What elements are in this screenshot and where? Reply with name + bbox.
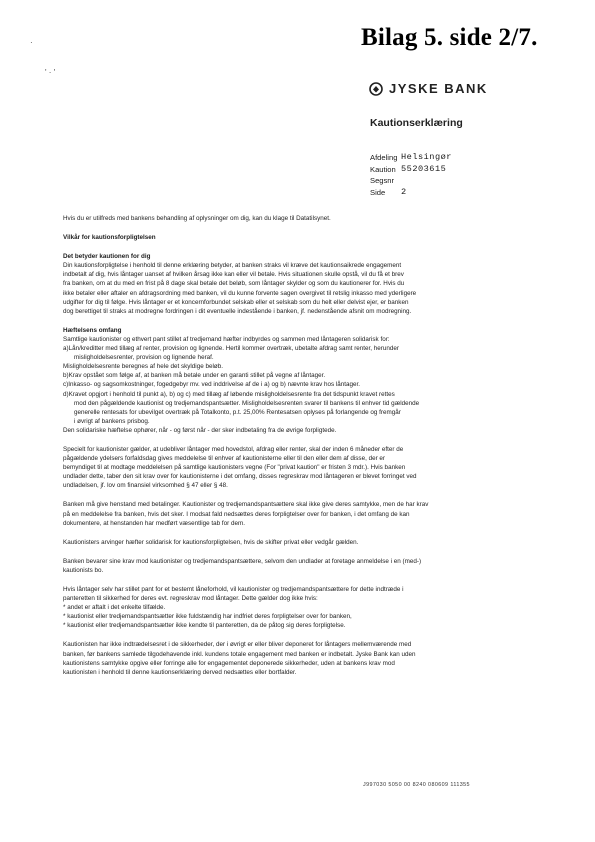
body-line: generelle rentesats for ubevilget overtræk på Totalkonto, p.t. 25,00% Rentesatsen oplyses på forlangende og fremgår — [74, 408, 401, 416]
meta-label: Afdeling — [370, 153, 398, 162]
scan-speck: ' · ' — [45, 68, 56, 77]
section-heading: Vilkår for kautionsforpligtelsen — [63, 234, 156, 242]
body-line: kautionists bo. — [63, 566, 104, 574]
body-line: bemyndiget til at modtage meddelelsen på samtlige kautionisters vegne (For "privat kaution" er fristen 3 mdr.). Hvis banken — [63, 464, 406, 472]
body-line: Misligholdelsesrente beregnes af hele det skyldige beløb. — [63, 363, 223, 371]
body-line: i øvrigt af bankens prisbog. — [74, 417, 150, 425]
body-line: Samtlige kautionister og ethvert pant stillet af tredjemand hæfter indbyrdes og sammen med låntageren solidarisk for: — [63, 335, 390, 343]
document-title: Kautionserklæring — [370, 117, 463, 129]
body-line: * andet er aftalt i det enkelte tilfælde. — [63, 604, 166, 612]
body-line: * kautionist eller tredjemandspantsætter ikke kendte til panteretten, da de påtog sig deres forpligtelse. — [63, 622, 346, 630]
document-meta — [370, 152, 452, 198]
body-line: banken, før bankens samlede tilgodehavende inkl. kundens totale engagement med banken er indbetalt. Jyske Bank kan uden — [63, 650, 416, 658]
meta-value: Helsingør — [401, 152, 452, 162]
jyske-bank-logo-icon — [369, 82, 383, 96]
body-line: Specielt for kautionister gælder, at udebliver låntager med hovedstol, afdrag eller renter, skal der inden 6 måneder efter de — [63, 445, 404, 453]
body-line: d)Kravet opgjort i henhold til punkt a), b) og c) med tillæg af løbende misligholdelsesrente fra det tidspunkt kravet rettes — [63, 390, 395, 398]
body-line: Banken må give henstand med betalinger. Kautionister og tredjemandspantsættere skal ikke give deres samtykke, men de har krav — [63, 501, 429, 509]
scan-speck: · — [30, 38, 33, 47]
body-line: Banken bevarer sine krav mod kautionister og tredjemandspantsættere, selvom den undlader at foretage anmeldelse i en (med-) — [63, 557, 422, 565]
document-body — [63, 214, 508, 677]
meta-label: Side — [370, 187, 386, 197]
body-line: Din kautionsforpligtelse i henhold til denne erklæring betyder, at banken straks vil kræve det kautionsaikrede engagement — [63, 262, 402, 270]
meta-value: 2 — [401, 186, 407, 197]
body-line: på en meddelelse fra banken, hvis det sker. I modsat fald nedsættes deres forpligtelser over for banken, i det omfang de kan — [63, 510, 410, 518]
body-line: mod den pågældende kautionist og tredjemandspantsætter. Misligholdelsesrenten svarer til bankens til enhver tid gældende — [74, 399, 420, 407]
section-heading: Det betyder kautionen for dig — [63, 253, 151, 261]
meta-value: 55203615 — [401, 163, 447, 174]
body-line: Kautionisten har ikke indtrædelsesret i de sikkerheder, der i øvrigt er eller bliver deponeret for låntagers mellemværende med — [63, 641, 412, 649]
body-line: undladelsen, jf. lov om finansiel virksomhed § 47 eller § 48. — [63, 482, 228, 490]
section-heading: Hæftelsens omfang — [63, 326, 122, 334]
meta-label: Kaution — [370, 164, 396, 174]
body-line: undlader dette, taber den sit krav over for kautionisterne i det omfang, disses regreskrav mod låntageren er blevet forringet ved — [63, 473, 417, 481]
body-line: pågældende ydelsers forfaldsdag gives meddelelse til enhver af kautionisterne eller til den eller dem af disse, der er — [63, 455, 386, 463]
body-line: Kautionisters arvinger hæfter solidarisk for kautionsforpligtelsen, hvis de skifter privat eller vedgår gælden. — [63, 538, 359, 546]
body-line: udgifter for dig til følge. Hvis låntager er et koncernforbundet selskab eller et selskab som du helt eller delvist ejer, er banken — [63, 298, 409, 306]
body-line: panteretten til sikkerhed for deres evt. regreskrav mod låntager. Dette gælder dog ikke hvis: — [63, 595, 318, 603]
body-line: kautionisten i henhold til denne kautionserklæring derved nedsættes eller bortfalder. — [63, 668, 297, 676]
meta-label: Segsnr — [370, 176, 395, 186]
intro-text: Hvis du er utilfreds med bankens behandling af oplysninger om dig, kan du klage til Datatilsynet. — [63, 215, 331, 222]
body-line: misligholdelsesrenter, provision og lignende heraf. — [74, 354, 214, 362]
body-line: Den solidariske hæftelse ophører, når - og først når - der sker indbetaling fra de øvrige forpligtede. — [63, 426, 337, 434]
document-code: J997030 5050 00 8240 080609 111355 — [363, 782, 470, 788]
body-line: kautionistens samtykke opgive eller forringe alle for engagementet deponerede sikkerheder, uden at bankens krav mod — [63, 659, 395, 667]
body-line: Hvis låntager selv har stillet pant for et bestemt låneforhold, vil kautionister og tredjemandspantsættere for dette indtræde i — [63, 586, 404, 593]
body-line: dokumentere, at henstanden har medført væsentlige tab for dem. — [63, 519, 246, 527]
bilag-stamp: Bilag 5. side 2/7. — [361, 24, 538, 51]
bank-name: JYSKE BANK — [389, 81, 488, 96]
body-line: * kautionist eller tredjemandspantsætter ikke fuldstændig har indfriet deres forpligtelser over for banken, — [63, 613, 352, 621]
body-line: b)Krav opstået som følge af, at banken må betale under en garanti stillet på vegne af låntager. — [63, 372, 326, 380]
body-line: indbetalt af dig, hvis låntager uanset af hvilken årsag ikke kan eller vil betale. Hvis situationen skulle opstå, vil du få et brev — [63, 271, 404, 279]
body-line: c)Inkasso- og sagsomkostninger, fogedgebyr mv. ved inddrivelse af de i a) og b) nævnte krav hos låntager. — [63, 381, 361, 389]
body-line: fra banken, om at du med en frist på 8 dage skal betale det beløb, som låntager skylder og som du kautionerer for. Hvis du — [63, 280, 405, 288]
body-line: dog berettiget til straks at modregne fordringen i dit eventuelle indestående i banken, jf. nedenstående afsnit om modregning. — [63, 307, 412, 315]
bank-logo — [369, 81, 488, 96]
body-line: a)Lån/kreditter med tillæg af renter, provision og lignende. Hertil kommer overtræk, ubetalte afdrag samt renter, herunder — [63, 345, 399, 353]
body-line: ikke betaler eller aftaler en afdragsordning med banken, vil du kunne forvente sagen overgivet til retslig inkasso med yderligere — [63, 289, 417, 297]
